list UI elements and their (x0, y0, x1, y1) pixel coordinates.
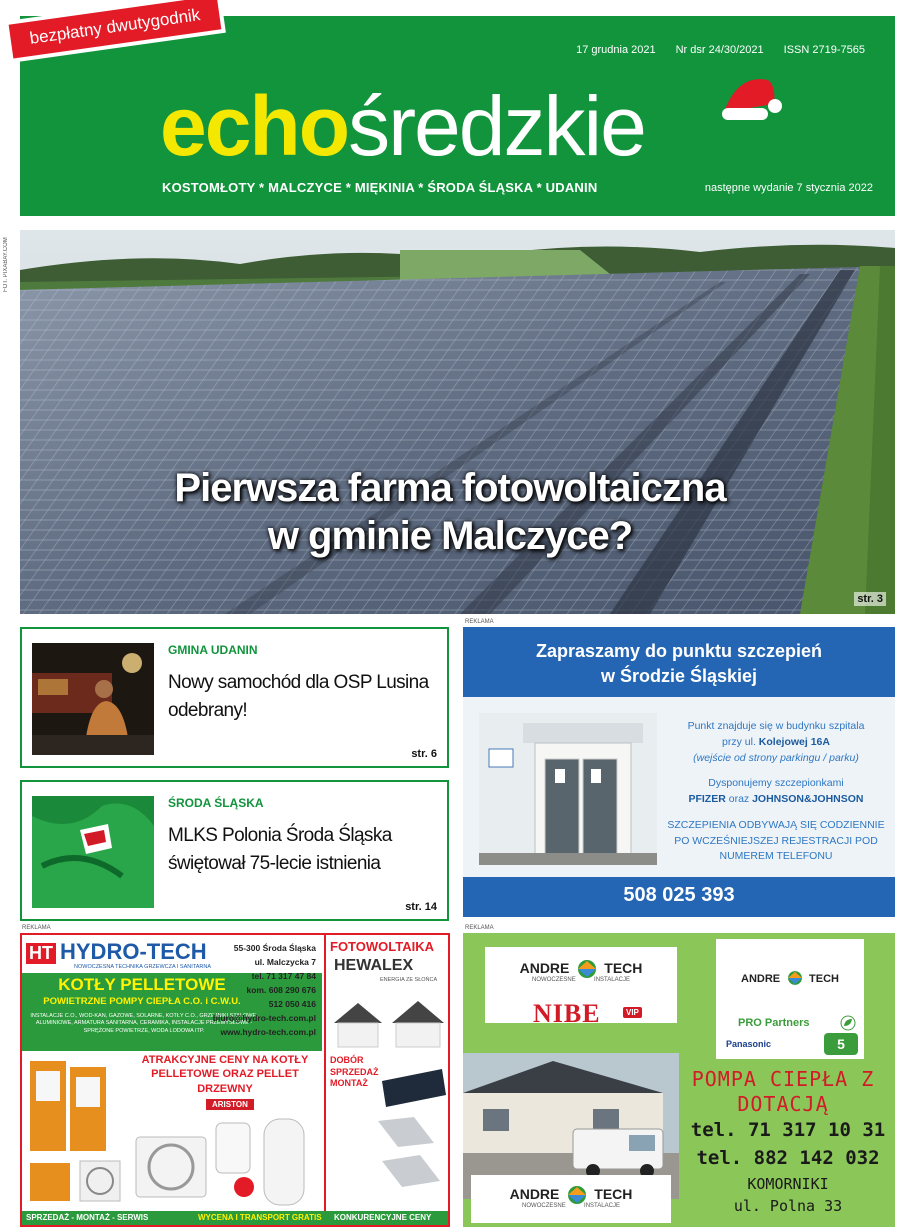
masthead (20, 16, 895, 216)
news-box-sroda[interactable] (20, 780, 449, 921)
vaccines-line1: Dysponujemy szczepionkami (708, 777, 844, 790)
ariston-logo: ARISTON (206, 1099, 254, 1110)
vaccination-ad[interactable] (463, 627, 895, 917)
vaccines-and: oraz (725, 793, 753, 805)
hydro-tech-kotly: KOTŁY PELLETOWE (58, 975, 226, 994)
hydro-tech-promo: ATRAKCYJNE CENY NA KOTŁY PELLETOWE ORAZ PELLET DRZEWNY (141, 1054, 309, 1095)
vaccination-location (663, 719, 889, 766)
andre-tech-bottom-logo (471, 1175, 671, 1223)
andre-sub-a: NOWOCZESNE (532, 977, 576, 983)
hydro-tech-tel2[interactable]: 512 050 416 (268, 999, 316, 1010)
issn: ISSN 2719-7565 (783, 44, 865, 56)
news-page-ref: str. 14 (405, 901, 437, 913)
andre-tech-logo-3 (471, 1185, 671, 1205)
pv-panels-image (374, 1051, 450, 1201)
andre-tech-logo-2 (716, 969, 864, 987)
osp-vehicle-photo (32, 643, 154, 755)
hydro-tech-footer (22, 1211, 448, 1225)
hydro-tech-tel[interactable]: tel. 71 317 47 84 (251, 971, 316, 982)
panasonic-logo: Panasonic (726, 1039, 772, 1049)
andre-tech-tel2[interactable]: tel. 882 142 032 (696, 1147, 880, 1169)
hydro-tech-footer-services: SPRZEDAŻ - MONTAŻ - SERWIS (26, 1213, 149, 1222)
vaccination-phone[interactable]: 508 025 393 (623, 884, 735, 906)
andre-sub-b: INSTALACJE (584, 1203, 620, 1209)
hydro-tech-contact (213, 941, 316, 1039)
andre-tech-sub (485, 977, 677, 983)
pro-partners-box (716, 939, 864, 1059)
andre-tech-nibe-box (485, 947, 677, 1028)
pellet-boiler-image (26, 1057, 126, 1207)
hewalex-services: DOBÓR SPRZEDAŻ MONTAŻ (330, 1055, 379, 1089)
vaccine-pfizer: PFIZER (688, 793, 726, 805)
andre-word: ANDRE (741, 973, 781, 985)
hydro-tech-kom[interactable]: kom. 608 290 676 (246, 985, 316, 996)
andre-tech-emblem-icon (574, 959, 600, 979)
hero-page-ref: str. 3 (854, 592, 886, 606)
nibe-logo: NIBE (533, 999, 601, 1028)
hydro-tech-services: INSTALACJE C.O., WOD-KAN, GAZOWE, SOLARNE, KOTŁY C.O., GRZEJNIKI STALOWE, ALUMINIOWE, ARMATURA SANITARNA, CERAMIKA, INSTALACJE PRZEMYSŁOWE - SPRĘŻONE POWIETRZE, WODA LODOWA ITP. (30, 1013, 258, 1034)
news-section: ŚRODA ŚLĄSKA (168, 796, 264, 810)
vip-badge: VIP (623, 1007, 642, 1018)
hydro-tech-address1: 55-300 Środa Śląska (233, 943, 316, 953)
vaccines-line2 (663, 792, 889, 808)
hydro-tech-footer-free: WYCENA I TRANSPORT GRATIS (198, 1213, 322, 1222)
vaccine-jj: JOHNSON&JOHNSON (752, 793, 864, 805)
news-headline[interactable]: MLKS Polonia Środa Śląska świętował 75-lecie istnienia (168, 825, 392, 874)
vaccination-title-line1: Zapraszamy do punktu szczepień (535, 641, 823, 661)
clinic-entrance-photo (479, 713, 657, 865)
hydro-tech-tagline: NOWOCZESNA TECHNIKA GRZEWCZA I SANITARNA (74, 964, 212, 970)
andre-tech-street: ul. Polna 33 (733, 1197, 843, 1215)
andre-tech-ad[interactable] (463, 933, 895, 1227)
ad-label: REKLAMA (22, 925, 51, 931)
vaccination-title (463, 639, 895, 689)
vaccination-panel (463, 697, 895, 877)
news-page-ref: str. 6 (411, 748, 437, 760)
issue-number: Nr dsr 24/30/2021 (675, 44, 764, 56)
photo-credit: FOT. PIXABAY.COM (3, 237, 9, 292)
andre-tech-tel1[interactable]: tel. 71 317 10 31 (690, 1119, 886, 1141)
heat-pump-image (134, 1117, 320, 1209)
andre-tech-city: KOMORNIKI (747, 1175, 829, 1193)
location-street: Kolejowej 16A (758, 735, 830, 748)
news-box-udanin[interactable] (20, 627, 449, 768)
logo-echo: echo (160, 79, 349, 173)
hydro-tech-brand (26, 939, 207, 965)
andre-tech-emblem-icon (785, 970, 805, 986)
newspaper-logo[interactable] (160, 79, 645, 173)
issue-meta (576, 44, 865, 56)
five-year-badge-icon (824, 1033, 858, 1055)
free-badge-label: bezpłatny dwutygodnik (9, 0, 222, 58)
andre-sub-a: NOWOCZESNE (522, 1203, 566, 1209)
hewalex-tagline: ENERGIA ZE SŁOŃCA (380, 977, 438, 983)
ad-label: REKLAMA (465, 619, 494, 625)
leaf-icon (840, 1015, 856, 1031)
hero-title-line2: w gminie Malczyce? (267, 514, 633, 558)
hewalex-logo: HEWALEX (334, 957, 414, 974)
heat-pump-offer: POMPA CIEPŁA Z DOTACJĄ (691, 1067, 875, 1116)
andre-sub-b: INSTALACJE (594, 977, 630, 983)
hydro-tech-email[interactable]: biuro@hydro-tech.com.pl (212, 1013, 316, 1024)
pv-houses-image (330, 989, 448, 1051)
logo-sredzkie: średzkie (348, 79, 645, 173)
pro-partners-label: PRO Partners (738, 1017, 810, 1029)
svg-text:5: 5 (837, 1036, 845, 1052)
vaccination-schedule: SZCZEPIENIA ODBYWAJĄ SIĘ CODZIENNIE PO WCZEŚNIEJSZEJ REJESTRACJI POD NUMEREM TELEFONU (667, 818, 885, 863)
vaccination-vaccines (663, 776, 889, 808)
hewalex-panel (324, 935, 450, 1225)
hydro-tech-ad[interactable] (20, 933, 450, 1227)
towns-list: KOSTOMŁOTY * MALCZYCE * MIĘKINIA * ŚRODA ŚLĄSKA * UDANIN (162, 180, 598, 195)
andre-word: ANDRE (509, 1186, 560, 1203)
hydro-tech-pompy: POWIETRZNE POMPY CIEPŁA C.O. i C.W.U. (43, 996, 241, 1007)
andre-word: ANDRE (519, 960, 570, 977)
andre-tech-sub-3 (471, 1203, 671, 1209)
santa-hat-icon (718, 66, 784, 132)
location-prefix: przy ul. (722, 735, 759, 748)
issue-date: 17 grudnia 2021 (576, 44, 656, 56)
andre-tech-emblem-icon (564, 1185, 590, 1205)
polonia-jersey-photo (32, 796, 154, 908)
fotowoltaika-title: FOTOWOLTAIKA (330, 939, 434, 954)
location-note: (wejście od strony parkingu / parku) (693, 751, 859, 764)
andre-tech-logo (485, 959, 677, 979)
tech-word: TECH (594, 1186, 633, 1203)
next-issue: następne wydanie 7 stycznia 2022 (704, 182, 873, 194)
hydro-tech-logo-mark: HT (26, 943, 56, 964)
hero-title[interactable] (0, 464, 900, 560)
vaccination-title-line2: w Środzie Śląskiej (600, 666, 758, 687)
vaccination-info (663, 719, 889, 875)
hydro-tech-name: HYDRO-TECH (60, 939, 207, 964)
hero-title-line1: Pierwsza farma fotowoltaiczna (174, 466, 726, 510)
hydro-tech-website[interactable]: www.hydro-tech.com.pl (220, 1027, 316, 1038)
hydro-tech-footer-prices: KONKURENCYJNE CENY (334, 1213, 432, 1222)
location-line2 (663, 735, 889, 751)
news-headline[interactable]: Nowy samochód dla OSP Lusina odebrany! (168, 672, 429, 721)
location-line1: Punkt znajduje się w budynku szpitala (687, 720, 865, 732)
news-section: GMINA UDANIN (168, 643, 258, 657)
ad-label: REKLAMA (465, 925, 494, 931)
tech-word: TECH (809, 973, 839, 985)
tech-word: TECH (604, 960, 643, 977)
hydro-tech-address2: ul. Malczycka 7 (254, 957, 316, 968)
